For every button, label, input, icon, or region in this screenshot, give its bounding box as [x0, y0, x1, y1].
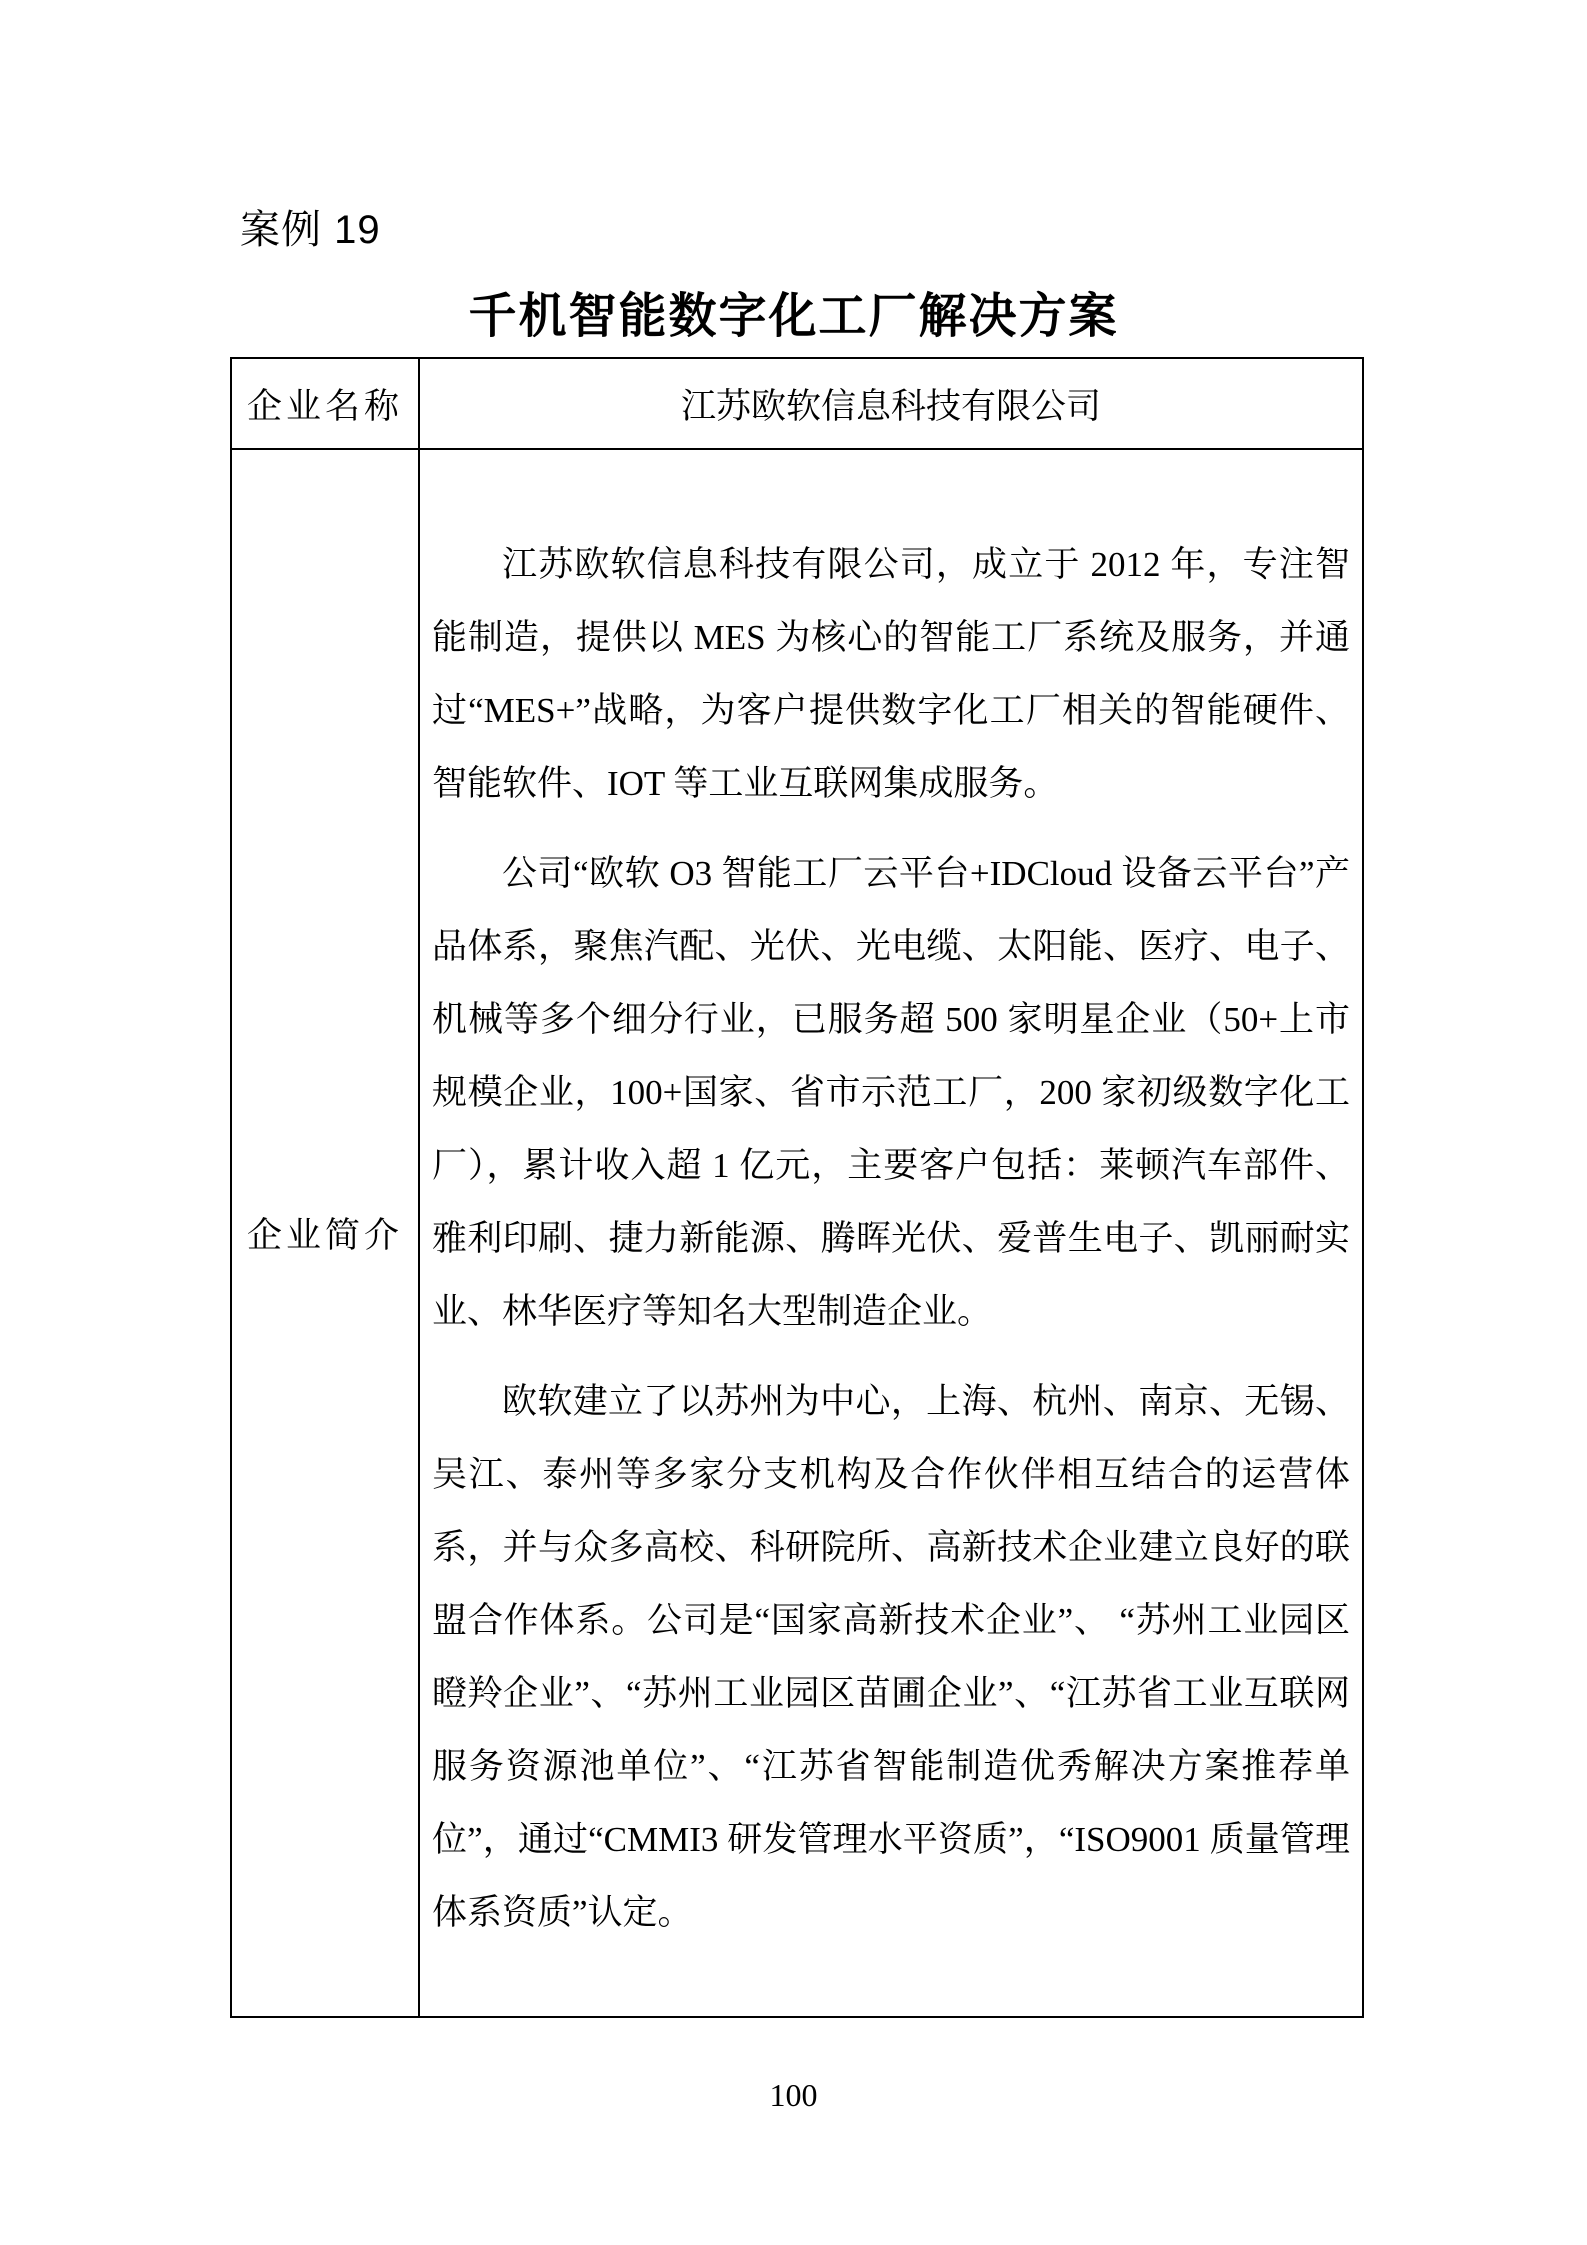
document-title: 千机智能数字化工厂解决方案 — [468, 290, 1119, 343]
company-name-row — [231, 358, 1363, 449]
profile-paragraph-2: 公司“欧软 O3 智能工厂云平台+IDCloud 设备云平台”产品体系，聚焦汽配、光伏、光电缆、太阳能、医疗、电子、机械等多个细分行业，已服务超 500 家明星企业（50+上市规模企业，100+国家、省市示范工厂，200 家初级数字化工厂），累计收入超 1 亿元，主要客户包括：莱顿汽车部件、雅利印刷、捷力新能源、腾晖光伏、爱普生电子、凯丽耐实业、林华医疗等知名大型制造企业。 — [432, 854, 1350, 1331]
company-name-value-cell: 江苏欧软信息科技有限公司 — [419, 358, 1363, 449]
page-number: 100 — [769, 2077, 818, 2113]
company-name-label-cell: 企业名称 — [231, 358, 419, 449]
case-label: 案例 19 — [240, 208, 381, 252]
company-info-table — [230, 357, 1364, 2018]
profile-paragraph-3: 欧软建立了以苏州为中心，上海、杭州、南京、无锡、吴江、泰州等多家分支机构及合作伙伴相互结合的运营体系，并与众多高校、科研院所、高新技术企业建立良好的联盟合作体系。公司是“国家高新技术企业”、 “苏州工业园区瞪羚企业”、“苏州工业园区苗圃企业”、“江苏省工业互联网服务资源池单位”、“江苏省智能制造优秀解决方案推荐单位”，通过“CMMI3 研发管理水平资质”，“ISO9001 质量管理体系资质”认定。 — [432, 1382, 1350, 1932]
profile-paragraph-1: 江苏欧软信息科技有限公司，成立于 2012 年，专注智能制造，提供以 MES 为核心的智能工厂系统及服务，并通过“MES+”战略，为客户提供数字化工厂相关的智能硬件、智能软件、IOT 等工业互联网集成服务。 — [432, 545, 1350, 803]
company-profile-label-cell: 企业简介 — [231, 449, 419, 2017]
company-profile-row — [231, 449, 1363, 2017]
company-profile-value-cell — [419, 449, 1363, 2017]
